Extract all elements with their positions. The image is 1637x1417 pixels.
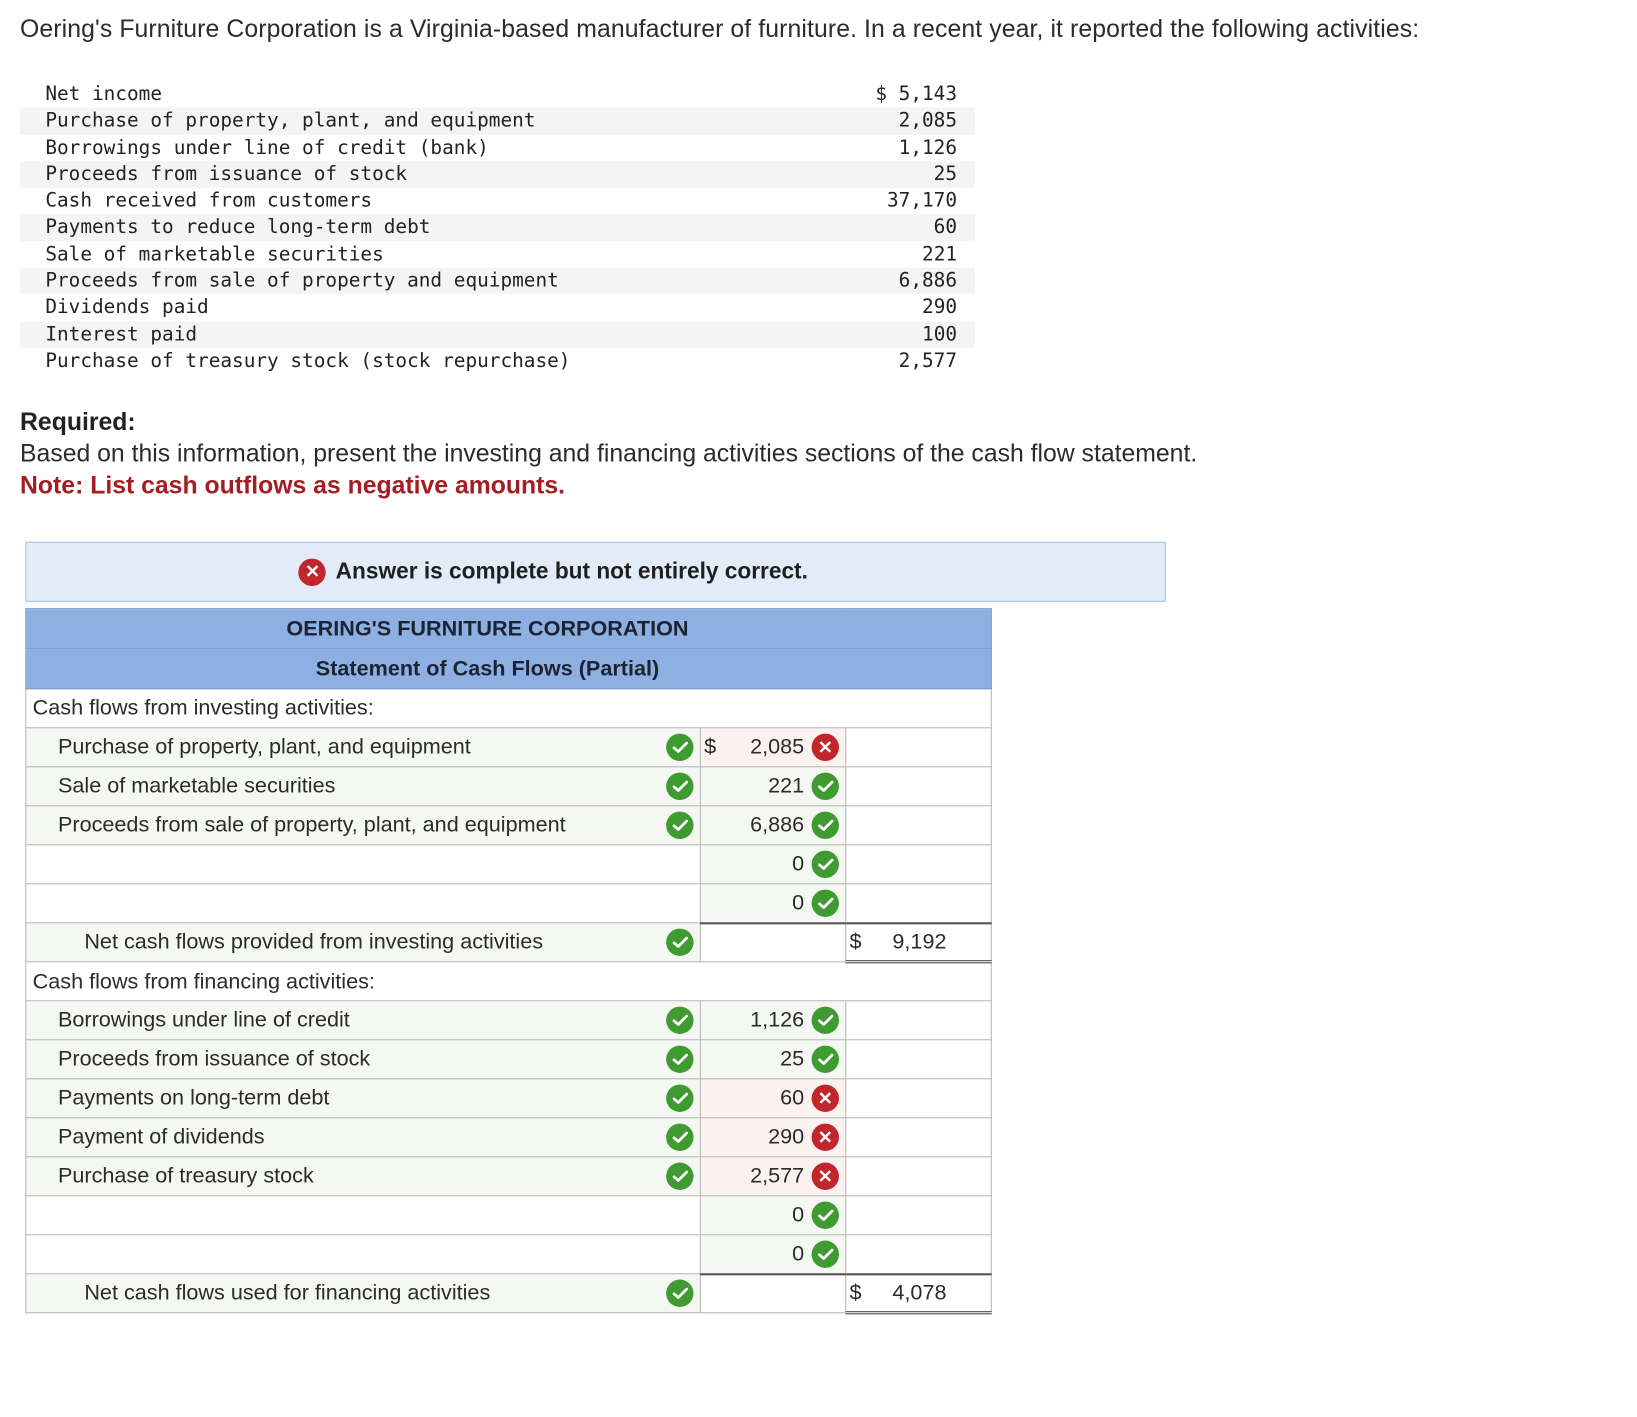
- given-label: Purchase of property, plant, and equipment: [20, 108, 829, 135]
- amount-check-icon: [812, 851, 839, 878]
- total-cell: [846, 1079, 991, 1118]
- line-item-select[interactable]: [26, 806, 701, 845]
- line-item-select[interactable]: [26, 1118, 701, 1157]
- amount-incorrect-icon: ✕: [812, 1085, 839, 1112]
- given-row: [20, 294, 975, 321]
- line-item-label: Proceeds from sale of property, plant, and equipment: [57, 812, 566, 837]
- given-row: [20, 321, 975, 348]
- net-label-select[interactable]: [26, 1274, 701, 1313]
- amount-input[interactable]: [700, 1001, 845, 1040]
- amount-input[interactable]: [700, 728, 845, 767]
- answer-status-text: Answer is complete but not entirely correct.: [335, 558, 808, 584]
- statement-row: [26, 1079, 991, 1118]
- line-item-select[interactable]: [26, 884, 701, 923]
- net-total-value: 4,078: [892, 1280, 947, 1305]
- given-value: 1,126: [898, 136, 958, 159]
- section-label: Cash flows from financing activities:: [26, 962, 991, 1001]
- given-row: [20, 188, 975, 215]
- amount-value: 0: [792, 1241, 805, 1266]
- total-cell: [846, 1235, 991, 1274]
- amount-input[interactable]: [700, 884, 845, 923]
- line-item-label: Sale of marketable securities: [57, 773, 336, 798]
- intro-text: Oering's Furniture Corporation is a Virginia-based manufacturer of furniture. In a recent year, it reported the following activities:: [20, 14, 1420, 43]
- financing-section-header: [26, 962, 991, 1001]
- statement-row: [26, 1157, 991, 1196]
- line-item-select[interactable]: [26, 728, 701, 767]
- amount-value: 1,126: [750, 1007, 805, 1032]
- given-row: [20, 108, 975, 135]
- total-cell: [846, 1001, 991, 1040]
- label-check-icon: [666, 1046, 693, 1073]
- statement-row: [26, 806, 991, 845]
- amount-value: 6,886: [750, 812, 805, 837]
- line-item-label: Purchase of property, plant, and equipment: [57, 734, 471, 759]
- note-text: Note: List cash outflows as negative amounts.: [20, 471, 566, 499]
- amount-check-icon: [812, 1007, 839, 1034]
- financing-net-row: [26, 1274, 991, 1313]
- net-total-value: 9,192: [892, 929, 947, 954]
- amount-value: 2,577: [750, 1163, 805, 1188]
- given-label: Sale of marketable securities: [45, 243, 384, 266]
- required-heading: Required:: [20, 407, 136, 436]
- given-label: Borrowings under line of credit (bank): [45, 136, 489, 159]
- given-value: 100: [829, 321, 975, 348]
- label-check-icon: [666, 929, 693, 956]
- given-row: [20, 214, 975, 241]
- investing-section-header: [26, 689, 991, 728]
- amount-input[interactable]: [700, 1157, 845, 1196]
- company-name: OERING'S FURNITURE CORPORATION: [26, 609, 991, 649]
- total-cell: [846, 728, 991, 767]
- line-item-select[interactable]: [26, 1040, 701, 1079]
- label-check-icon: [666, 773, 693, 800]
- line-item-select[interactable]: [26, 767, 701, 806]
- amount-value: 0: [792, 890, 805, 915]
- amount-input[interactable]: [700, 1040, 845, 1079]
- amount-input[interactable]: [700, 767, 845, 806]
- empty-amount-cell: [700, 923, 845, 962]
- amount-incorrect-icon: ✕: [812, 1163, 839, 1190]
- line-item-label: Payments on long-term debt: [57, 1085, 330, 1110]
- statement-row: [26, 728, 991, 767]
- given-value: 290: [922, 296, 958, 319]
- amount-check-icon: [812, 1240, 839, 1267]
- line-item-select[interactable]: [26, 1196, 701, 1235]
- line-item-select[interactable]: [26, 845, 701, 884]
- given-value: 60: [829, 214, 975, 241]
- total-cell: [846, 1196, 991, 1235]
- given-label: Payments to reduce long-term debt: [20, 214, 829, 241]
- line-item-select[interactable]: [26, 1001, 701, 1040]
- net-label: Net cash flows provided from investing activities: [84, 929, 544, 954]
- line-item-select[interactable]: [26, 1235, 701, 1274]
- given-label: Dividends paid: [45, 296, 209, 319]
- given-row: [20, 241, 975, 268]
- given-row: [20, 161, 975, 188]
- net-label-select[interactable]: [26, 923, 701, 962]
- label-check-icon: [666, 1280, 693, 1307]
- given-value: 2,577: [898, 349, 958, 373]
- amount-input[interactable]: [700, 845, 845, 884]
- total-cell: [846, 845, 991, 884]
- amount-input[interactable]: [700, 1118, 845, 1157]
- statement-row: [26, 1040, 991, 1079]
- blank-entry-row: [26, 1196, 991, 1235]
- amount-value: 25: [780, 1046, 805, 1071]
- label-check-icon: [666, 1007, 693, 1034]
- statement-title: Statement of Cash Flows (Partial): [26, 649, 991, 689]
- amount-value: 0: [792, 1202, 805, 1227]
- amount-incorrect-icon: ✕: [812, 734, 839, 761]
- given-row: [20, 348, 975, 375]
- amount-value: 60: [780, 1085, 805, 1110]
- amount-check-icon: [812, 1046, 839, 1073]
- net-total-input[interactable]: [846, 1274, 991, 1313]
- given-value: $ 5,143: [875, 83, 958, 106]
- amount-value: 221: [768, 773, 805, 798]
- given-value: 37,170: [887, 189, 958, 213]
- blank-entry-row: [26, 845, 991, 884]
- given-label: Proceeds from sale of property and equipment: [20, 268, 829, 295]
- line-item-label: Proceeds from issuance of stock: [57, 1046, 371, 1071]
- total-cell: [846, 1118, 991, 1157]
- blank-entry-row: [26, 1235, 991, 1274]
- given-label: Proceeds from issuance of stock: [20, 161, 829, 188]
- given-row: [20, 134, 975, 161]
- amount-input[interactable]: [700, 1079, 845, 1118]
- given-value: 6,886: [829, 268, 975, 295]
- amount-check-icon: [812, 1202, 839, 1229]
- line-item-label: Borrowings under line of credit: [57, 1007, 350, 1032]
- given-activities-table: [20, 81, 975, 374]
- investing-net-row: [26, 923, 991, 962]
- amount-check-icon: [812, 812, 839, 839]
- given-label: Purchase of treasury stock (stock repurchase): [45, 349, 571, 373]
- given-value: 2,085: [829, 108, 975, 135]
- label-check-icon: [666, 1163, 693, 1190]
- amount-value: 2,085: [750, 734, 805, 759]
- given-row: [20, 268, 975, 295]
- label-check-icon: [666, 1124, 693, 1151]
- statement-row: [26, 767, 991, 806]
- label-check-icon: [666, 812, 693, 839]
- given-value: 25: [829, 161, 975, 188]
- net-total-input[interactable]: [846, 923, 991, 962]
- total-cell: [846, 884, 991, 923]
- required-text: Based on this information, present the investing and financing activities sections of the cash flow statement.: [20, 439, 1198, 467]
- line-item-label: Payment of dividends: [57, 1124, 265, 1149]
- answer-status-banner: [25, 542, 1165, 602]
- amount-value: 290: [768, 1124, 805, 1149]
- amount-input[interactable]: [700, 1235, 845, 1274]
- cash-flow-statement: [25, 608, 992, 1314]
- total-cell: [846, 767, 991, 806]
- given-label: Cash received from customers: [45, 189, 373, 213]
- amount-check-icon: [812, 773, 839, 800]
- total-cell: [846, 806, 991, 845]
- given-value: 221: [922, 243, 958, 266]
- amount-input[interactable]: [700, 1196, 845, 1235]
- total-cell: [846, 1040, 991, 1079]
- empty-amount-cell: [700, 1274, 845, 1313]
- amount-input[interactable]: [700, 806, 845, 845]
- dollar-sign: $: [849, 929, 862, 954]
- dollar-sign: $: [849, 1280, 862, 1305]
- label-check-icon: [666, 734, 693, 761]
- section-label: Cash flows from investing activities:: [26, 689, 991, 728]
- total-cell: [846, 1157, 991, 1196]
- incorrect-icon: ✕: [299, 558, 326, 585]
- amount-check-icon: [812, 889, 839, 916]
- statement-row: [26, 1118, 991, 1157]
- line-item-select[interactable]: [26, 1079, 701, 1118]
- line-item-label: Purchase of treasury stock: [57, 1163, 314, 1188]
- line-item-select[interactable]: [26, 1157, 701, 1196]
- statement-row: [26, 1001, 991, 1040]
- amount-value: 0: [792, 851, 805, 876]
- given-label: Interest paid: [20, 321, 829, 348]
- amount-incorrect-icon: ✕: [812, 1124, 839, 1151]
- label-check-icon: [666, 1085, 693, 1112]
- given-row: [20, 81, 975, 108]
- dollar-sign: $: [704, 734, 717, 759]
- net-label: Net cash flows used for financing activities: [84, 1280, 491, 1305]
- given-label: Net income: [45, 83, 163, 106]
- blank-entry-row: [26, 884, 991, 923]
